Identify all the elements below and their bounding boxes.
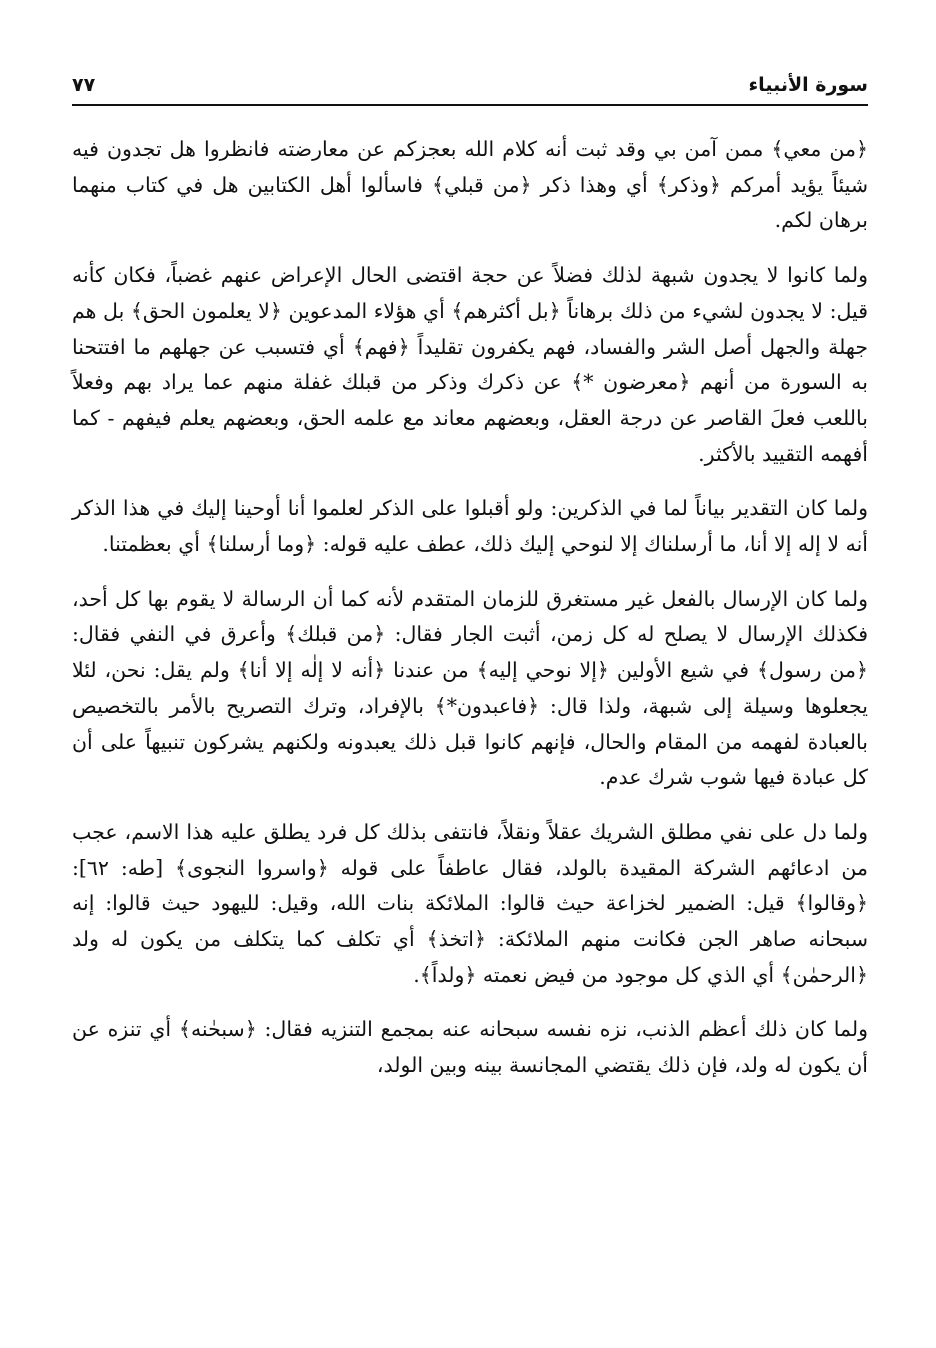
paragraph: ولما كان التقدير بياناً لما في الذكرين: ولو أقبلوا على الذكر لعلموا أنا أوحينا إليك في هذا الذكر أنه لا إله إلا أنا، ما أرسلناك إلا لنوحي إليك ذلك، عطف عليه قوله: ﴿وما أرسلنا﴾ أي بعظمتنا. [72, 496, 868, 557]
paragraph: ولما كان ذلك أعظم الذنب، نزه نفسه سبحانه عنه بمجمع التنزيه فقال: ﴿سبحٰنه﴾ أي تنزه عن أن يكون له ولد، فإن ذلك يقتضي المجانسة بينه وبين الولد، [72, 1017, 868, 1078]
page-number: ٧٧ [72, 74, 96, 96]
surah-title: سورة الأنبياء [748, 74, 868, 96]
page-body [72, 132, 868, 1084]
paragraph: ﴿من معي﴾ ممن آمن بي وقد ثبت أنه كلام الله بعجزكم عن معارضته فانظروا هل تجدون فيه شيئاً يؤيد أمركم ﴿وذكر﴾ أي وهذا ذكر ﴿من قبلي﴾ فاسألوا أهل الكتابين هل في كتاب منهما برهان لكم. [72, 137, 868, 233]
book-page [72, 62, 868, 1332]
paragraph: ولما كان الإرسال بالفعل غير مستغرق للزمان المتقدم لأنه كما أن الرسالة لا يقوم بها كل أحد، فكذلك الإرسال لا يصلح له كل زمن، أثبت الجار فقال: ﴿من قبلك﴾ وأعرق في النفي فقال: ﴿من رسول﴾ في شيع الأولين ﴿إلا نوحي إليه﴾ من عندنا ﴿أنه لا إلٰه إلا أنا﴾ ولم يقل: نحن، لئلا يجعلوها وسيلة إلى شبهة، ولذا قال: ﴿فاعبدون*﴾ بالإفراد، وترك التصريح بالأمر بالتخصيص بالعبادة لفهمه من المقام والحال، فإنهم كانوا قبل ذلك يعبدونه ولكنهم يشركون تنبيهاً على أن كل عبادة فيها شوب شرك عدم. [72, 586, 868, 790]
paragraph: ولما كانوا لا يجدون شبهة لذلك فضلاً عن حجة اقتضى الحال الإعراض عنهم غضباً، فكان كأنه قيل: لا يجدون لشيء من ذلك برهاناً ﴿بل أكثرهم﴾ أي هؤلاء المدعوين ﴿لا يعلمون الحق﴾ بل هم جهلة والجهل أصل الشر والفساد، فهم يكفرون تقليداً ﴿فهم﴾ أي فتسبب عن جهلهم ما افتتحنا به السورة من أنهم ﴿معرضون *﴾ عن ذكرك وذكر من قبلك غفلة منهم عما يراد بهم وفعلاً باللعب فعلَ القاصر عن درجة العقل، وبعضهم معاند مع علمه الحق، وبعضهم يعلم فيفهم - كما أفهمه التقييد بالأكثر. [72, 263, 868, 466]
paragraph: ولما دل على نفي مطلق الشريك عقلاً ونقلاً، فانتفى بذلك كل فرد يطلق عليه هذا الاسم، عجب من ادعائهم الشركة المقيدة بالولد، فقال عاطفاً على قوله ﴿واسروا النجوى﴾ [طه: ٦٢]: ﴿وقالوا﴾ قيل: الضمير لخزاعة حيث قالوا: الملائكة بنات الله، وقيل: لليهود حيث قالوا: إنه سبحانه صاهر الجن فكانت منهم الملائكة: ﴿اتخذ﴾ أي تكلف كما يتكلف من يكون له ولد ﴿الرحمٰن﴾ أي الذي كل موجود من فيض نعمته ﴿ولداً﴾. [72, 819, 868, 987]
page-header [72, 62, 868, 106]
